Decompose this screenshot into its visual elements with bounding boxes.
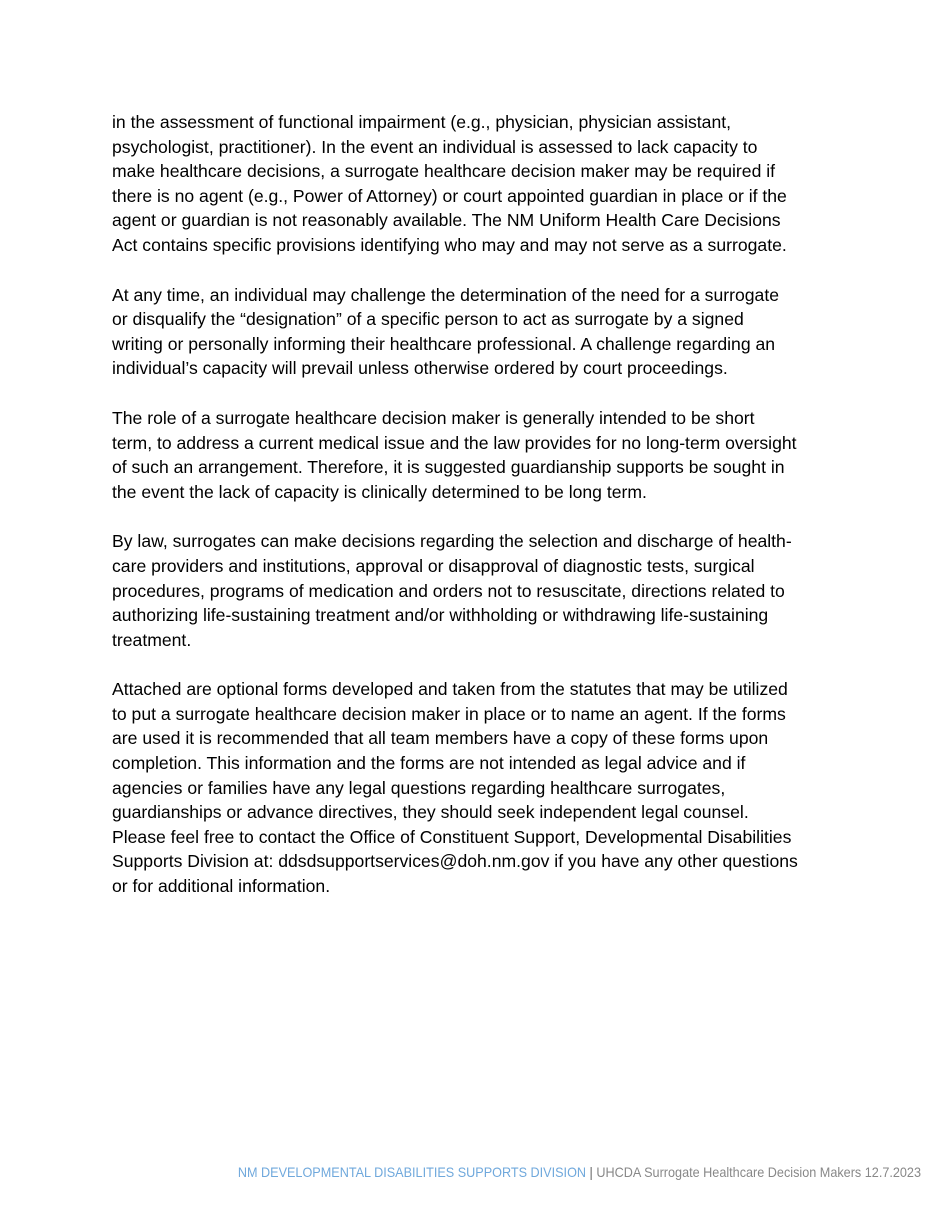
paragraph-surrogate-role: The role of a surrogate healthcare decision maker is generally intended to be short term, to address a current medical issue and the law provides for no long-term oversight of such an arrangement. Therefore, it is suggested guardianship supports be sought in the event the lack of capacity is clinically determined to be long term. [112, 407, 797, 502]
footer-separator: | [586, 1165, 597, 1180]
footer-document-title: UHCDA Surrogate Healthcare Decision Makers 12.7.2023 [596, 1165, 921, 1180]
paragraph-challenge: At any time, an individual may challenge the determination of the need for a surrogate or disqualify the “designation” of a specific person to act as surrogate by a signed writing or personally informing their healthcare professional. A challenge regarding an individual’s capacity will prevail unless otherwise ordered by court proceedings. [112, 284, 780, 379]
paragraph-attached-forms: Attached are optional forms developed and taken from the statutes that may be utilized to put a surrogate healthcare decision maker in place or to name an agent. If the forms are used it is recommended that all team members have a copy of these forms upon completion. This information and the forms are not intended as legal advice and if agencies or families have any legal questions regarding healthcare surrogates, guardianships or advance directives, they should seek independent legal counsel. Please feel free to contact the Office of Constituent Support, Developmental Disabilities Supports Division at: ddsdsupportservices@doh.nm.gov if you have any other questions or for additional information. [112, 679, 798, 897]
page-footer [64, 1163, 921, 1183]
footer-division-name: NM DEVELOPMENTAL DISABILITIES SUPPORTS DIVISION [237, 1165, 587, 1180]
paragraph-surrogate-decisions: By law, surrogates can make decisions regarding the selection and discharge of health- care providers and institutions, approval or disapproval of diagnostic tests, surgical procedures, programs of medication and orders not to resuscitate, directions related to authorizing life-sustaining treatment and/or withholding or withdrawing life-sustaining treatment. [112, 531, 792, 650]
paragraph-capacity-assessment: in the assessment of functional impairment (e.g., physician, physician assistant, psychologist, practitioner). In the event an individual is assessed to lack capacity to make healthcare decisions, a surrogate healthcare decision maker may be required if there is no agent (e.g., Power of Attorney) or court appointed guardian in place or if the agent or guardian is not reasonably available. The NM Uniform Health Care Decisions Act contains specific provisions identifying who may and may not serve as a surrogate. [112, 112, 787, 255]
document-body [112, 110, 842, 924]
